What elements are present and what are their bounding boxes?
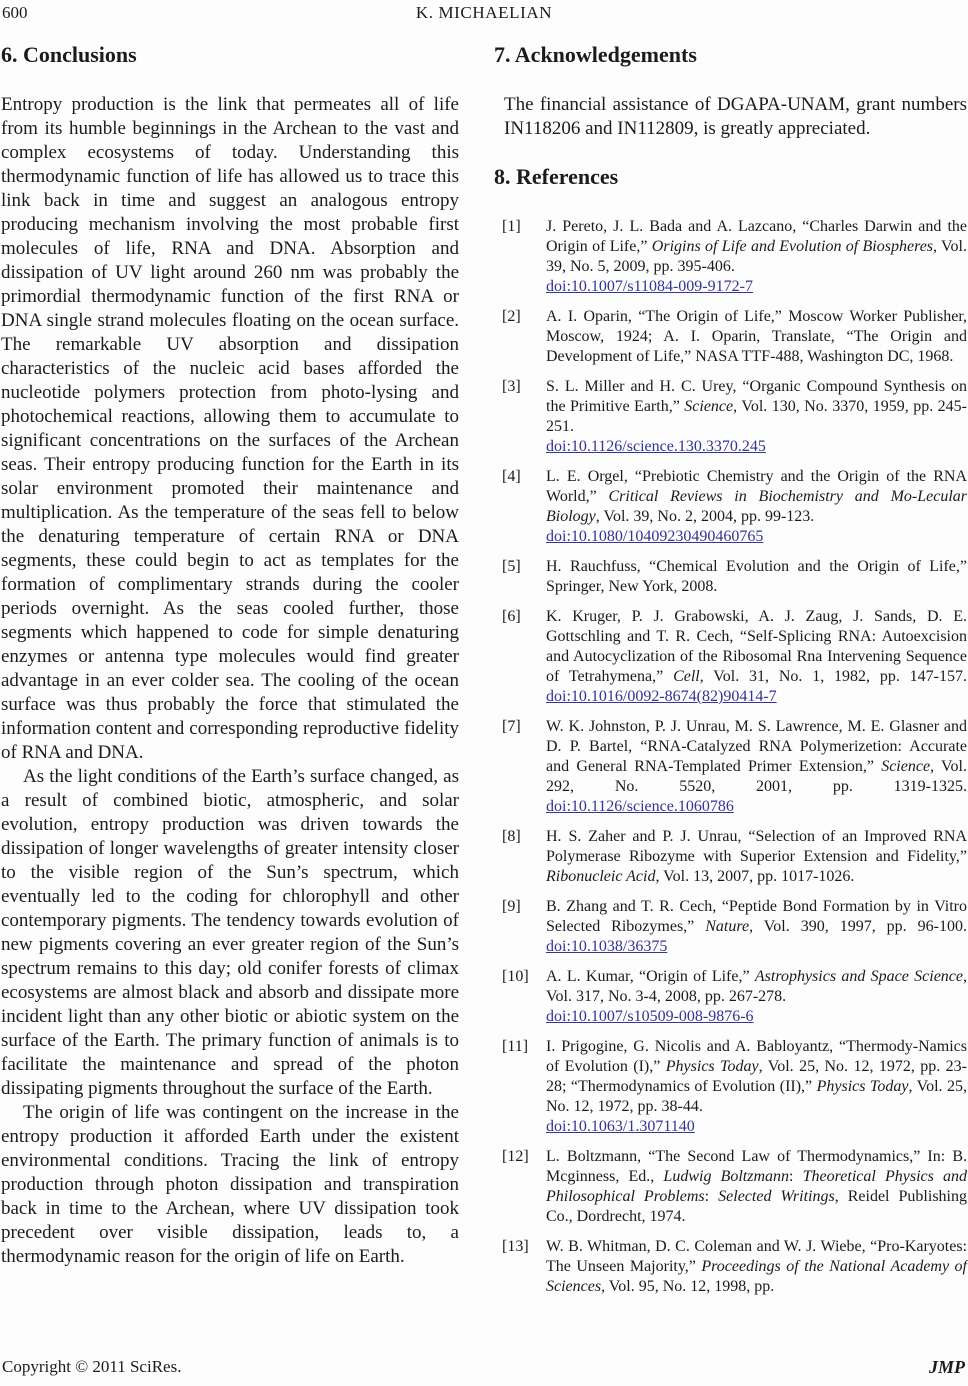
reference-item — [494, 967, 967, 1027]
reference-text: , Vol. 25, No. 12, 1972, pp. 23-28; “Thermodynamics of Evolution (II),” — [546, 1058, 968, 1095]
reference-item — [494, 377, 967, 457]
journal-title: Nature — [705, 918, 750, 935]
reference-item — [494, 1037, 967, 1137]
two-column-layout — [1, 42, 967, 1307]
reference-text: , Vol. 25, No. 12, 1972, pp. 38-44. — [546, 1078, 967, 1115]
journal-title: Astrophysics and Space Science — [754, 968, 964, 985]
conclusions-paragraph: As the light conditions of the Earth’s surface changed, as a result of combined biotic, atmospheric, and solar evolution, entropy production was driven towards the dissipation of longer wavelengths of greater intensity closer to the visible region of the Sun’s spectrum, which eventually led to the coding for chlorophyll and other contemporary pigments. The tendency towards evolution of new pigments covering an ever greater region of the Sun’s spectrum remains to this day; old conifer forests of climax ecosystems are almost black and absorb and dissipate more incident light than any other biotic or abiotic system on the surface of the Earth. The primary function of animals is to facilitate the maintenance and spread of the photon dissipating pigments throughout the surface of the Earth. — [1, 766, 459, 1099]
reference-text: , Vol. 95, No. 12, 1998, pp. — [601, 1278, 775, 1295]
column-gap — [459, 42, 494, 1307]
conclusions-paragraph: Entropy production is the link that permeates all of life from its humble beginnings in the Archean to the vast and complex ecosystems of today. Understanding this thermodynamic function of life has allowed us to trace this link back in time and suggest an analogous entropy producing mechanism involving the most probable first molecules of life, RNA and DNA. Absorption and dissipation of UV light around 260 nm was probably the primordial thermodynamic function of the first RNA or DNA single strand molecules floating on the ocean surface. The remarkable UV absorption and dissipation characteristics of the nucleic acid bases afforded the nucleotide polymers protection from photo-lysing and photochemical reactions, allowing them to accumulate to significant concentrations on the surfaces of the Archean seas. Their entropy producing function for the Earth in its solar environment promoted their maintenance and multiplication. As the temperature of the seas fell to below the denaturing temperature of certain RNA or DNA segments, these could begin to act as templates for the formation of complimentary strands during the cooler periods overnight. As the seas cooled further, those segments which happened to code for simple denaturing enzymes or antenna type molecules would find greater advantage in an ever colder sea. The cooling of the ocean surface was thus probably the force that stimulated the information content and corresponding reproductive fidelity of RNA and DNA. — [1, 94, 459, 763]
reference-item — [494, 717, 967, 817]
journal-title: Selected Writings — [718, 1188, 835, 1205]
reference-number: [13] — [502, 1238, 529, 1255]
reference-text: K. Kruger, P. J. Grabowski, A. J. Zaug, J. Sands, D. E. Gottschling and T. R. Cech, “Self-Splicing RNA: Autoexcision and Autocyclization of the Ribosomal Rna Intervening Sequence of Tetrahymena,” — [546, 608, 967, 685]
reference-text: , Vol. 317, No. 3-4, 2008, pp. 267-278. — [546, 968, 968, 1005]
reference-number: [3] — [502, 378, 521, 395]
conclusions-paragraph: The origin of life was contingent on the increase in the entropy production it afforded Earth under the existent environmental conditions. Tracing the link of entropy production through photon dissipation and transpiration back in time to the Archean, where UV dissipation took precedent over visible dissipation, leads to, a thermodynamic reason for the origin of life on Earth. — [1, 1102, 459, 1267]
journal-title: Cell — [673, 668, 700, 685]
doi-link[interactable]: doi:10.1063/1.3071140 — [546, 1118, 695, 1135]
reference-text: , Vol. 31, No. 1, 1982, pp. 147-157. — [699, 668, 968, 685]
references-heading: 8. References — [494, 164, 619, 189]
running-header — [2, 2, 966, 26]
reference-text: S. L. Miller and H. C. Urey, “Organic Compound Synthesis on the Primitive Earth,” — [546, 378, 967, 415]
reference-number: [10] — [502, 968, 529, 985]
journal-title: Origins of Life and Evolution of Biospheres — [651, 238, 934, 255]
page-number: 600 — [2, 3, 28, 22]
reference-number: [11] — [502, 1038, 529, 1055]
journal-title: Physics Today — [816, 1078, 909, 1095]
reference-item — [494, 827, 967, 887]
doi-link[interactable]: doi:10.1007/s10509-008-9876-6 — [546, 1008, 754, 1025]
reference-text: L. E. Orgel, “Prebiotic Chemistry and the Origin of the RNA World,” — [546, 468, 967, 505]
right-column — [494, 42, 967, 1307]
doi-link[interactable]: doi:10.1038/36375 — [546, 938, 668, 955]
journal-title: Ludwig Boltzmann — [663, 1168, 790, 1185]
reference-text: W. B. Whitman, D. C. Coleman and W. J. Wiebe, “Pro-Karyotes: The Unseen Majority,” — [546, 1238, 967, 1275]
running-title: K. MICHAELIAN — [415, 3, 553, 22]
reference-text: , Reidel Publishing Co., Dordrecht, 1974. — [546, 1188, 967, 1225]
page-footer — [2, 1355, 965, 1381]
journal-title: Ribonucleic Acid — [546, 868, 656, 885]
reference-item — [494, 1147, 967, 1227]
reference-item — [494, 1237, 967, 1297]
left-column — [1, 42, 459, 1307]
reference-number: [4] — [502, 468, 521, 485]
acknowledgements-paragraph: The financial assistance of DGAPA-UNAM, grant numbers IN118206 and IN112809, is greatly appreciated. — [504, 94, 967, 139]
reference-number: [5] — [502, 558, 521, 575]
doi-link[interactable]: doi:10.1126/science.1060786 — [546, 798, 734, 815]
journal-title: Science — [684, 398, 734, 415]
reference-number: [2] — [502, 308, 521, 325]
reference-item — [494, 607, 967, 707]
reference-number: [1] — [502, 218, 521, 235]
reference-list — [494, 217, 967, 1297]
reference-item — [494, 557, 967, 597]
reference-item — [494, 467, 967, 547]
reference-number: [9] — [502, 898, 521, 915]
reference-text: A. L. Kumar, “Origin of Life,” — [546, 968, 755, 985]
reference-text: B. Zhang and T. R. Cech, “Peptide Bond Formation by in Vitro Selected Ribozymes,” — [546, 898, 967, 935]
acknowledgements-heading: 7. Acknowledgements — [494, 42, 697, 67]
reference-text: H. Rauchfuss, “Chemical Evolution and the Origin of Life,” Springer, New York, 2008. — [546, 558, 967, 595]
reference-text: A. I. Oparin, “The Origin of Life,” Moscow Worker Publisher, Moscow, 1924; A. I. Oparin, Translate, “The Origin and Development of Life,” NASA TTF-488, Washington DC, 1968. — [546, 308, 967, 365]
reference-text: , Vol. 390, 1997, pp. 96-100. — [749, 918, 967, 935]
journal-title: Physics Today — [665, 1058, 759, 1075]
reference-text: I. Prigogine, G. Nicolis and A. Babloyantz, “Thermody-Namics of Evolution (I),” — [546, 1038, 967, 1075]
reference-text: H. S. Zaher and P. J. Unrau, “Selection of an Improved RNA Polymerase Ribozyme with Superior Extension and Fidelity,” — [546, 828, 967, 865]
reference-text: , Vol. 39, No. 2, 2004, pp. 99-123. — [595, 508, 815, 525]
reference-item — [494, 897, 967, 957]
reference-number: [12] — [502, 1148, 529, 1165]
reference-number: [6] — [502, 608, 521, 625]
journal-title: Science — [881, 758, 931, 775]
reference-text: L. Boltzmann, “The Second Law of Thermodynamics,” In: B. Mcginness, Ed., — [546, 1148, 967, 1185]
journal-title: Theoretical Physics and Philosophical Problems — [546, 1168, 968, 1205]
doi-link[interactable]: doi:10.1016/0092-8674(82)90414-7 — [546, 688, 777, 705]
reference-text: , Vol. 292, No. 5520, 2001, pp. 1319-1325. — [546, 758, 967, 795]
reference-text: , Vol. 130, No. 3370, 1959, pp. 245-251. — [546, 398, 967, 435]
reference-text: : — [789, 1168, 803, 1185]
conclusions-heading: 6. Conclusions — [1, 42, 137, 67]
doi-link[interactable]: doi:10.1080/10409230490460765 — [546, 528, 764, 545]
reference-text: , Vol. 13, 2007, pp. 1017-1026. — [655, 868, 855, 885]
reference-text: , Vol. 39, No. 5, 2009, pp. 395-406. — [546, 238, 967, 275]
journal-title: Proceedings of the National Academy of Sciences — [546, 1258, 968, 1295]
reference-text: J. Pereto, J. L. Bada and A. Lazcano, “Charles Darwin and the Origin of Life,” — [546, 218, 967, 255]
reference-text: W. K. Johnston, P. J. Unrau, M. S. Lawrence, M. E. Glasner and D. P. Bartel, “RNA-Catalyzed RNA Polymerizetion: Accurate and General RNA-Templated Primer Extension,” — [546, 718, 967, 775]
journal-abbreviation: JMP — [929, 1357, 965, 1377]
journal-title: Critical Reviews in Biochemistry and Mo-Lecular Biology — [546, 488, 967, 525]
doi-link[interactable]: doi:10.1007/s11084-009-9172-7 — [546, 278, 753, 295]
reference-item — [494, 307, 967, 367]
reference-number: [8] — [502, 828, 521, 845]
reference-item — [494, 217, 967, 297]
doi-link[interactable]: doi:10.1126/science.130.3370.245 — [546, 438, 766, 455]
copyright-notice: Copyright © 2011 SciRes. — [2, 1357, 182, 1376]
reference-text: : — [704, 1188, 719, 1205]
reference-number: [7] — [502, 718, 521, 735]
